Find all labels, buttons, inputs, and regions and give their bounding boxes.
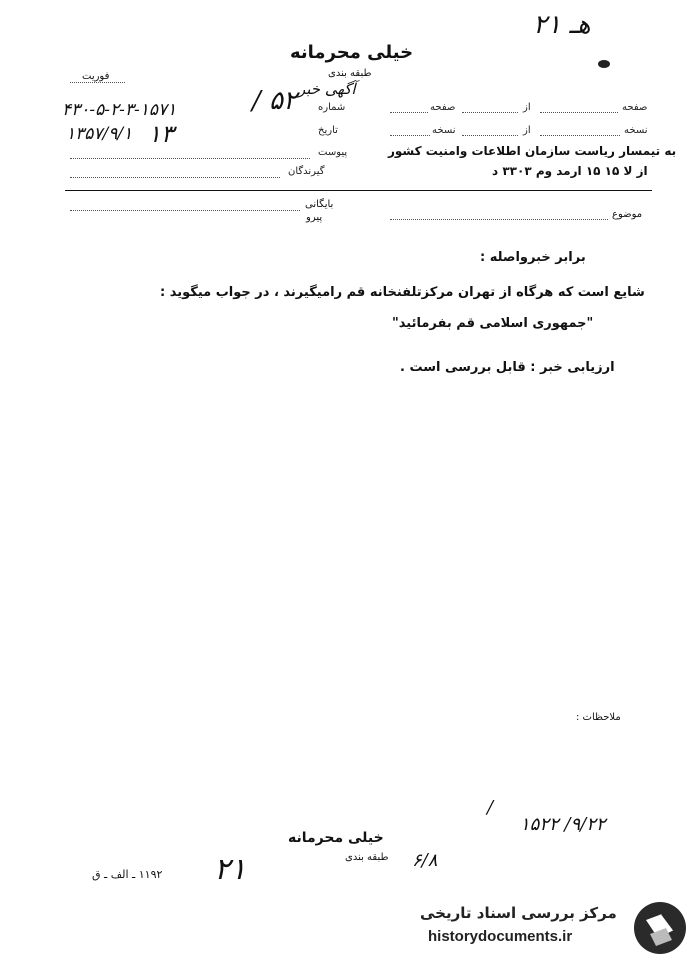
priority-line bbox=[70, 82, 125, 83]
footer-tick-mark: / bbox=[487, 797, 494, 818]
classification-caption: طبقه بندی bbox=[328, 68, 372, 79]
body-line-3: "جمهوری اسلامی قم بفرمائید" bbox=[392, 316, 594, 331]
body-line-2: شایع است که هرگاه از تهران مرکزتلفنخانه قم رامیگیرند ، در جواب میگوید : bbox=[160, 285, 645, 300]
copy-line bbox=[540, 135, 620, 136]
body-line-1: برابر خبرواصله : bbox=[480, 250, 586, 265]
archive-line bbox=[70, 210, 300, 211]
recipients-line bbox=[70, 177, 280, 178]
copy-from-word: از bbox=[523, 125, 531, 136]
footer-handwritten-mark: ۲۱ bbox=[214, 852, 247, 887]
watermark-logo-icon bbox=[632, 900, 688, 956]
copy-of-line bbox=[462, 135, 518, 136]
classification-title: خیلی محرمانه bbox=[290, 42, 414, 63]
news-type-handwritten: آگهی خبر bbox=[298, 80, 356, 98]
corner-handwritten-mark: ۲۱ هـ bbox=[533, 10, 591, 40]
number-value: ۴۳۰-۵-۲-۳-۱۵۷۱ bbox=[62, 100, 177, 120]
copy-label-2: نسخه bbox=[432, 125, 456, 136]
recipients-label: گیرندگان bbox=[288, 166, 325, 177]
archive-label: بایگانی bbox=[305, 199, 334, 210]
watermark-url: historydocuments.ir bbox=[428, 928, 573, 945]
subject-label: موضوع bbox=[612, 209, 643, 220]
copy-line-2 bbox=[390, 135, 430, 136]
page-label-2: صفحه bbox=[430, 102, 456, 113]
attachment-label: پیوست bbox=[318, 147, 348, 158]
page-line-2 bbox=[390, 112, 428, 113]
date-label: تاریخ bbox=[318, 125, 338, 136]
body-line-4: ارزیابی خبر : قابل بررسی است . bbox=[400, 360, 615, 375]
priority-label: فوریت bbox=[82, 71, 110, 82]
header-divider bbox=[65, 190, 652, 191]
footer-handwritten-mark-2: ۶/۸ bbox=[412, 850, 438, 871]
copy-label: نسخه bbox=[624, 125, 648, 136]
number-suffix: / ۵۲ bbox=[252, 86, 297, 116]
date-suffix: ۱۳ bbox=[148, 120, 174, 148]
followup-label: پیرو bbox=[306, 212, 323, 223]
page-label: صفحه bbox=[622, 102, 648, 113]
form-code: ۱۱۹۲ ـ الف ـ ق bbox=[92, 868, 163, 881]
page-from-word: از bbox=[523, 102, 531, 113]
to-line: به تیمسار ریاست سازمان اطلاعات وامنیت کشور bbox=[388, 144, 677, 158]
date-value: ۱۳۵۷/۹/۱ bbox=[66, 124, 133, 144]
watermark bbox=[410, 900, 690, 956]
watermark-title: مرکز بررسی اسناد تاریخی bbox=[420, 904, 617, 922]
ink-blot bbox=[598, 60, 610, 68]
from-line: از لا ۱۵ ۱۵ ارمد وم ۳۳۰۳ د bbox=[492, 164, 648, 178]
subject-line bbox=[390, 219, 608, 220]
notes-label: ملاحظات : bbox=[576, 712, 621, 723]
number-label: شماره bbox=[318, 102, 346, 113]
page-of-line bbox=[462, 112, 518, 113]
page-line bbox=[540, 112, 618, 113]
footer-classification-stamp: خیلی محرمانه bbox=[288, 830, 384, 846]
footer-handwritten-number: ۱۵۲۲ /۹/۲۲ bbox=[520, 814, 606, 835]
attachment-line bbox=[70, 158, 310, 159]
footer-classification-caption: طبقه بندی bbox=[345, 852, 389, 863]
